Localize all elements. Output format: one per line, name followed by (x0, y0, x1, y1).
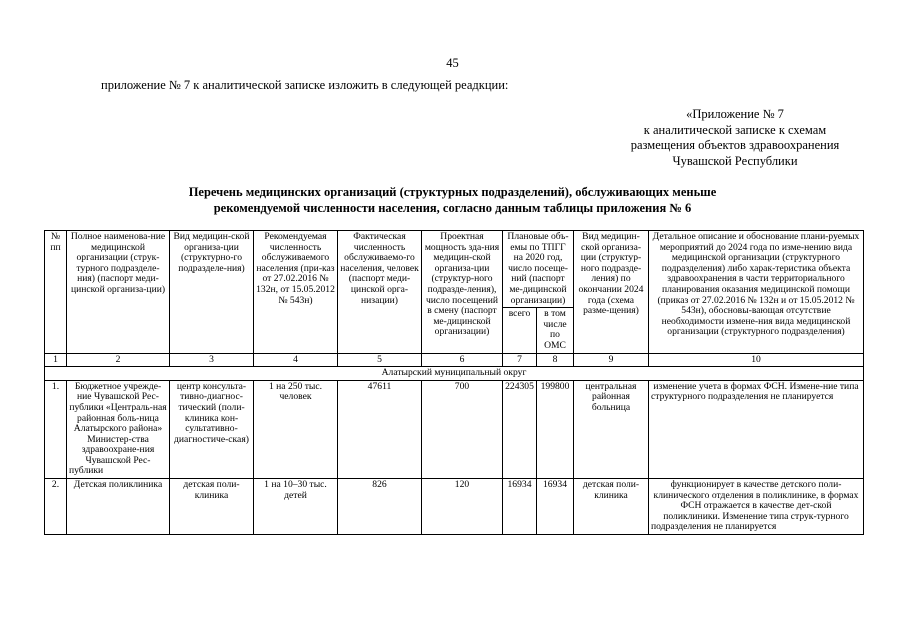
row-description: изменение учета в формах ФСН. Измене-ние типа структурного подразделения не планируется (649, 380, 864, 478)
row-capacity: 120 (422, 479, 503, 535)
row-planned-oms: 16934 (537, 479, 574, 535)
title-line: рекомендуемой численности населения, согласно данным таблицы приложения № 6 (213, 200, 692, 215)
row-type: детская поли-клиника (170, 479, 254, 535)
row-planned-total: 224305 (503, 380, 537, 478)
column-number: 6 (422, 353, 503, 367)
row-planned-oms: 199800 (537, 380, 574, 478)
table-row (45, 380, 864, 478)
row-capacity: 700 (422, 380, 503, 478)
row-num: 1. (45, 380, 67, 478)
row-type-2024: центральная районная больница (574, 380, 649, 478)
header-actual: Фактическая численность обслуживаемо-го населения, человек (паспорт меди-цинской орга-низации) (338, 231, 422, 354)
header-capacity: Проектная мощность зда-ния медицин-ской организа-ции (структур-ного подразде-ления), число посещений в смену (паспорт ме-дицинской организации) (422, 231, 503, 354)
row-type-2024: детская поли-клиника (574, 479, 649, 535)
table-row (45, 479, 864, 535)
row-type: центр консульта-тивно-диагнос-тический (поли-клиника кон-сультативно-диагностиче-ская) (170, 380, 254, 478)
appendix-line: Чувашской Республики (672, 153, 798, 168)
header-org-type: Вид медицин-ской организа-ции (структурно-го подразделе-ния) (170, 231, 254, 354)
header-planned-oms: в том числе по ОМС (537, 308, 574, 353)
row-name: Бюджетное учрежде-ние Чувашской Рес-публики «Централь-ная районная боль-ница Алатырского района» Министер-ства здравоохране-ния Чувашской Рес-публики (67, 380, 170, 478)
row-num: 2. (45, 479, 67, 535)
row-planned-total: 16934 (503, 479, 537, 535)
appendix-line: «Приложение № 7 (686, 107, 784, 121)
document-title (0, 185, 905, 216)
column-number: 2 (67, 353, 170, 367)
column-number: 10 (649, 353, 864, 367)
header-planned: Плановые объ-емы по ТПГГ на 2020 год, число посеще-ний (паспорт ме-дицинской организации) (503, 231, 574, 308)
section-title: Алатырский муниципальный округ (45, 367, 864, 381)
header-full-name: Полное наименова-ние медицинской организации (струк-турного подразделе-ния) (паспорт меди-цинской организа-ции) (67, 231, 170, 354)
intro-text: приложение № 7 к аналитической записке изложить в следующей реадкции: (101, 78, 509, 92)
column-number: 8 (537, 353, 574, 367)
row-recommended: 1 на 10–30 тыс. детей (254, 479, 338, 535)
appendix-heading (560, 107, 905, 169)
header-description: Детальное описание и обоснование плани-руемых мероприятий до 2024 года по изме-нению вида медицинской организации (структурного подразделения) либо харак-теристика объекта здравоохранения в части территориального планирования оказания медицинской помощи (приказ от 27.02.2016 № 132н и от 15.05.2012 № 543н), обосновы-вающая отсутствие необходимости измене-ния вида медицинской организации (структурного подразделения) (649, 231, 864, 354)
organizations-table (44, 230, 864, 535)
row-description: функционирует в качестве детского поли-клинического отделения в поликлинике, в формах ФСН отражается в качестве дет-ской поликлиники. Изменение типа струк-турного подразделения не планируется (649, 479, 864, 535)
header-row (45, 231, 864, 308)
column-number-row (45, 353, 864, 367)
column-number: 9 (574, 353, 649, 367)
column-number: 1 (45, 353, 67, 367)
column-number: 5 (338, 353, 422, 367)
section-row (45, 367, 864, 381)
row-recommended: 1 на 250 тыс. человек (254, 380, 338, 478)
page-number: 45 (446, 56, 459, 70)
appendix-line: к аналитической записке к схемам (643, 122, 827, 137)
appendix-line: размещения объектов здравоохранения (630, 138, 840, 152)
header-planned-total: всего (503, 308, 537, 353)
column-number: 3 (170, 353, 254, 367)
column-number: 4 (254, 353, 338, 367)
header-recommended: Рекомендуемая численность обслуживаемого населения (при-каз от 27.02.2016 № 132н, от 15.05.2012 № 543н) (254, 231, 338, 354)
row-actual: 47611 (338, 380, 422, 478)
row-name: Детская поликлиника (67, 479, 170, 535)
header-num: № пп (45, 231, 67, 354)
column-number: 7 (503, 353, 537, 367)
title-line: Перечень медицинских организаций (структурных подразделений), обслуживающих меньше (188, 185, 717, 199)
header-type-2024: Вид медицин-ской организа-ции (структур-ного подразде-ления) по окончании 2024 года (схема разме-щения) (574, 231, 649, 354)
row-actual: 826 (338, 479, 422, 535)
